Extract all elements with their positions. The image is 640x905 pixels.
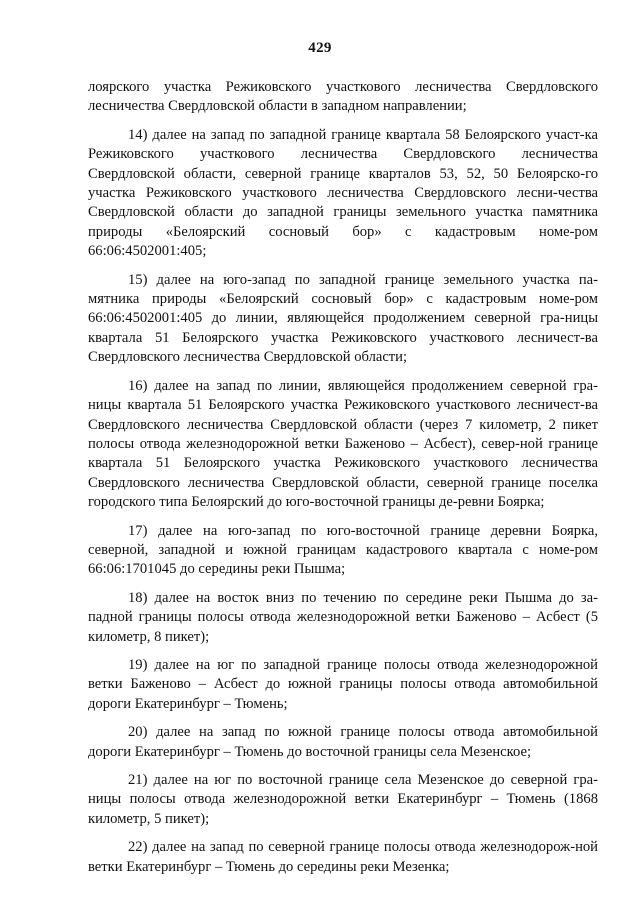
paragraph-item-22: 22) далее на запад по северной границе полосы отвода железнодорож-ной ветки Екатеринбург – Тюмень до середины реки Мезенка; bbox=[88, 839, 598, 875]
paragraph-item-17: 17) далее на юго-запад по юго-восточной границе деревни Боярка, северной, западной и южной границам кадастрового квартала с номе-ром 66:06:1701045 до середины реки Пышма; bbox=[88, 522, 598, 578]
document-body bbox=[88, 78, 598, 886]
paragraph-continuation: лоярского участка Режиковского участкового лесничества Свердловского лесничества Свердловской области в западном направлении; bbox=[88, 79, 598, 115]
paragraph-item-15: 15) далее на юго-запад по западной границе земельного участка па-мятника природы «Белоярский сосновый бор» с кадастровым номе-ром 66:06:4502001:405 до линии, являющейся продолжением северной гра-ницы квартала 51 Белоярского участка Режиковского участкового лесничест-ва Свердловского лесничества Свердловской области; bbox=[88, 271, 598, 366]
paragraph-item-20: 20) далее на запад по южной границе полосы отвода автомобильной дороги Екатеринбург – Тюмень до восточной границы села Мезенское; bbox=[88, 724, 598, 760]
paragraph-item-14: 14) далее на запад по западной границе квартала 58 Белоярского участ-ка Режиковского участкового лесничества Свердловского лесничества Свердловской области, северной границе кварталов 53, 52, 50 Белоярско-го участка Режиковского участкового лесничества Свердловского лесни-чества Свердловской области до западной границы земельного участка памятника природы «Белоярский сосновый бор» с кадастровым номе-ром 66:06:4502001:405; bbox=[88, 126, 598, 260]
paragraph-item-19: 19) далее на юг по западной границе полосы отвода железнодорожной ветки Баженово – Асбест до южной границы полосы отвода автомобильной дороги Екатеринбург – Тюмень; bbox=[88, 656, 598, 712]
paragraph-item-21: 21) далее на юг по восточной границе села Мезенское до северной гра-ницы полосы отвода железнодорожной ветки Екатеринбург – Тюмень (1868 километр, 5 пикет); bbox=[88, 772, 598, 827]
paragraph-item-18: 18) далее на восток вниз по течению по середине реки Пышма до за-падной границы полосы отвода железнодорожной ветки Баженово – Асбест (5 километр, 8 пикет); bbox=[88, 589, 598, 645]
page-number: 429 bbox=[308, 40, 332, 56]
paragraph-item-16: 16) далее на запад по линии, являющейся продолжением северной гра-ницы квартала 51 Белоярского участка Режиковского участкового лесничест-ва Свердловского лесничества Свердловской области (через 7 километр, 2 пикет полосы отвода железнодорожной ветки Баженово – Асбест), север-ной границе квартала 51 Белоярского участка Режиковского участкового лесничества Свердловского лесничества Свердловской области, северной границе поселка городского типа Белоярский до юго-восточной границы де-ревни Боярка; bbox=[88, 377, 598, 511]
